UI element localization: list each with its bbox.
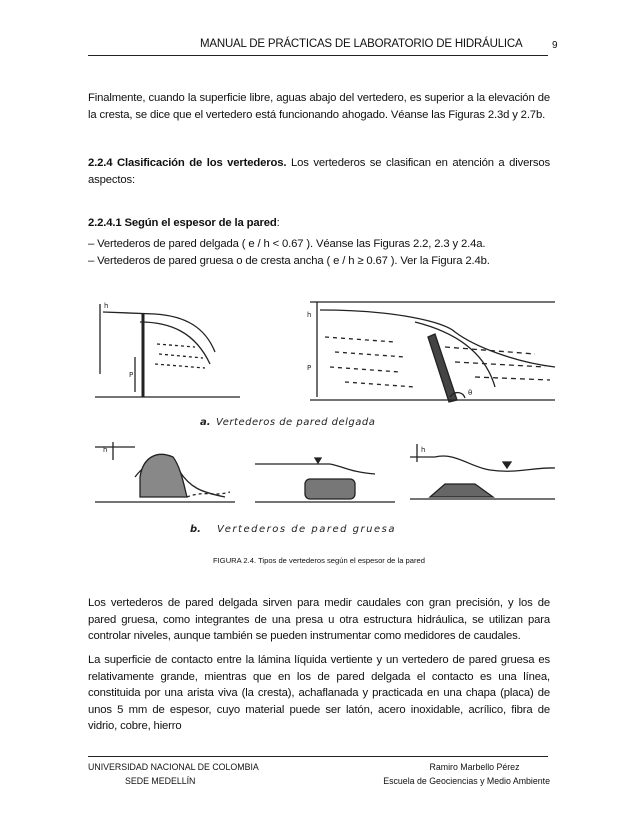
paragraph-ahogado: Finalmente, cuando la superficie libre, aguas abajo del vertedero, es superior a la elevación de la cresta, se dice que el vertedero está funcionando ahogado. Véanse las Figuras 2.3d y 2.7b. [88, 92, 550, 121]
footer-sede: SEDE MEDELLÍN [125, 776, 196, 786]
footer-school: Escuela de Geociencias y Medio Ambiente [383, 776, 550, 786]
section-text: Los vertederos se clasifican en atención a diversos aspectos: [88, 157, 550, 186]
section-heading: 2.2.4 Clasificación de los vertederos. [88, 157, 287, 169]
bullet-pared-gruesa: – Vertederos de pared gruesa o de cresta ancha ( e / h ≥ 0.67 ). Ver la Figura 2.4b. [88, 254, 490, 267]
weir-figure [95, 292, 555, 542]
symbol-h-b1: h [103, 446, 108, 454]
broad-weir-sketch-3 [410, 444, 555, 499]
panel-label-b: b. [190, 524, 201, 535]
header-rule [88, 55, 548, 56]
subsection-heading: 2.2.4.1 Según el espesor de la pared [88, 217, 277, 229]
figure-caption: FIGURA 2.4. Tipos de vertederos según el espesor de la pared [213, 556, 425, 565]
section-2-2-4 [88, 155, 550, 188]
thin-weir-sketch-2 [310, 302, 555, 402]
broad-weir-sketch-1 [95, 442, 235, 502]
running-header-title: MANUAL DE PRÁCTICAS DE LABORATORIO DE HIDRÁULICA [200, 38, 523, 50]
footer-rule [88, 756, 548, 757]
subsection-colon: : [276, 217, 280, 229]
paragraph-superficie-contacto: La superficie de contacto entre la lámina líquida vertiente y un vertedero de pared gruesa es relativamente grande, mientras que en los de pared delgada el contacto es una línea, constituida por una arista viva (la cresta), achaflanada y practicada en una chapa (placa) de unos 5 mm de espesor, cuyo material puede ser latón, acero inoxidable, acrílico, fibra de vidrio, cobre, hierro [88, 654, 550, 732]
panel-b-caption: Vertederos de pared gruesa [217, 524, 396, 535]
symbol-h-b3: h [421, 446, 426, 454]
symbol-h-a2: h [307, 311, 312, 319]
panel-a-caption: Vertederos de pared delgada [216, 417, 376, 428]
symbol-theta: θ [468, 389, 473, 397]
symbol-p-a2: P [307, 364, 312, 372]
bullet-pared-delgada: – Vertederos de pared delgada ( e / h < 0.67 ). Véanse las Figuras 2.2, 2.3 y 2.4a. [88, 238, 486, 250]
footer-author: Ramiro Marbello Pérez [429, 762, 520, 772]
symbol-p-a1: P [129, 371, 134, 379]
footer-university: UNIVERSIDAD NACIONAL DE COLOMBIA [88, 762, 259, 772]
bullet-list [88, 236, 558, 269]
symbol-h-a1: h [104, 302, 109, 310]
broad-weir-sketch-2 [255, 458, 395, 502]
subsection-2-2-4-1 [88, 215, 550, 232]
paragraph-pared-delgada: Los vertederos de pared delgada sirven para medir caudales con gran precisión, y los de pared gruesa, como integrantes de una presa u otra estructura hidráulica, se utilizan para controlar niveles, aunque también se pueden instrumentar como medidores de caudales. [88, 597, 550, 642]
thin-weir-sketch-1 [95, 304, 240, 397]
page-number: 9 [552, 40, 558, 51]
panel-label-a: a. [200, 417, 211, 428]
